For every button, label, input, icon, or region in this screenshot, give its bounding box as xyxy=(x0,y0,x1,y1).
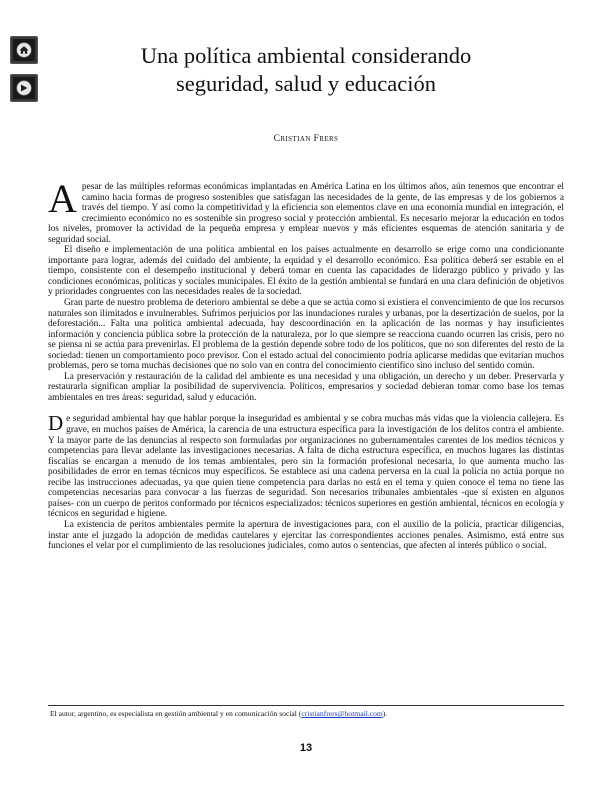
paragraph-5-text: e seguridad ambiental hay que hablar porque la inseguridad es ambiental y se cobra muchas más vidas que la violencia callejera. Es grave, en muchos países de América, la carencia de una estructura específica para la investigación de los delitos contra el ambiente. Y la mayor parte de las denuncias al respecto son formuladas por organizaciones no gubernamentales carentes de los medios técnicos y competencias para llevar adelante las investigaciones necesarias. A falta de dicha estructura específica, en muchos lugares las distintas fiscalías se encargan a menudo de los temas ambientales, pero sin la formación profesional necesaria, lo que aumenta mucho las posibilidades de error en temas técnicos muy específicos. Se establece así una cadena perversa en la cual la policía no actúa porque no recibe las instrucciones adecuadas, ya que quien tiene competencia para darlas no está en el tema y quien conoce el tema no tiene las competencias necesarias para convocar a las fuerzas de seguridad. Son necesarios tribunales ambientales -que sí existen en algunos países- con un cuerpo de peritos conformado por técnicos especializados: técnicos superiores en gestión ambiental, técnicos en ecología y técnicos en seguridad e higiene. xyxy=(48,414,564,520)
article-body xyxy=(48,176,564,552)
next-page-button[interactable] xyxy=(10,74,38,102)
paragraph-6: La existencia de peritos ambientales permite la apertura de investigaciones para, con el auxilio de la policía, practicar diligencias, instar ante el juzgado la adopción de medidas cautelares y ejercitar las correspondientes acciones penales. Asimismo, está entre sus funciones el velar por el cumplimiento de las resoluciones judiciales, como autos o sentencias, que afecten al interés público o social. xyxy=(48,519,564,552)
title-line-2: seguridad, salud y educación xyxy=(176,71,436,96)
title-line-1: Una política ambiental considerando xyxy=(140,43,472,68)
footnote-divider xyxy=(48,705,564,706)
footnote-text-end: ). xyxy=(382,709,388,718)
page-number: 13 xyxy=(299,742,313,754)
footnote-text: El autor, argentino, es especialista en gestión ambiental y en comunicación social ( xyxy=(50,709,302,718)
home-button[interactable] xyxy=(10,36,38,64)
paragraph-5 xyxy=(48,411,564,520)
paragraph-3: Gran parte de nuestro problema de deterioro ambiental se debe a que se actúa como si existiera el convencimiento de que los recursos naturales son ilimitados e invulnerables. Sufrimos perjuicios por las inundaciones rurales y urbanas, por la desertización de suelos, por la deforestación... Falta una política ambiental adecuada, hay descoordinación en la aplicación de las normas y hay insuficientes información y conciencia pública sobre la protección de la naturaleza, por lo que siempre se reacciona cuando ocurren las crisis, pero no se piensa ni se actúa para prevenirlas. El problema de la gestión depende sobre todo de los políticos, que no son diferentes del resto de la sociedad: tienen un comportamiento poco previsor. Con el estado actual del conocimiento podría aplicarse medidas que evitarían muchos problemas, pero se toma muchas decisiones que no solo van en contra del conocimiento científico sino incluso del sentido común. xyxy=(48,298,564,372)
arrow-right-icon xyxy=(16,80,32,96)
paragraph-1-text: pesar de las múltiples reformas económicas implantadas en América Latina en los últimos años, aún tenemos que encontrar el camino hacia formas de progreso sostenibles que satisfagan las necesidades de la gente, de las empresas y de los gobiernos a través del tiempo. Y así como la competitividad y la eficiencia son elementos clave en una economía mundial en integración, el crecimiento económico no es sostenible sin progreso social y protección ambiental. Es necesario mejorar la educación en todos los niveles, promover la actividad de la pequeña empresa y emplear nuevos y más eficientes esquemas de atención sanitaria y de seguridad social. xyxy=(48,182,564,245)
footnote xyxy=(50,709,562,719)
drop-cap: A xyxy=(48,176,77,221)
author-email-link[interactable]: cristianfrers@hotmail.com xyxy=(301,709,383,718)
drop-cap: D xyxy=(48,411,64,436)
article-title xyxy=(100,42,512,98)
paragraph-4: La preservación y restauración de la calidad del ambiente es una necesidad y una obligación, un derecho y un deber. Preservarla y restaurarla significan ampliar la posibilidad de supervivencia. Políticos, empresarios y sociedad debieran tomar como base los temas ambientales en tres áreas: seguridad, salud y educación. xyxy=(48,371,564,403)
paragraph-1 xyxy=(48,176,564,245)
home-icon xyxy=(16,42,32,58)
author-name: Cristian Frers xyxy=(273,134,339,144)
paragraph-2: El diseño e implementación de una política ambiental en los países actualmente en desarrollo se erige como una condicionante importante para lograr, además del cuidado del ambiente, la equidad y el desarrollo económico. Esa política deberá ser estable en el tiempo, consistente con el desempeño institucional y deberá tomar en cuenta las capacidades de liderazgo público y privado y las condiciones económicas, políticas y sociales municipales. El éxito de la gestión ambiental se fundará en una clara definición de objetivos y prioridades congruentes con las necesidades reales de la sociedad. xyxy=(48,245,564,298)
